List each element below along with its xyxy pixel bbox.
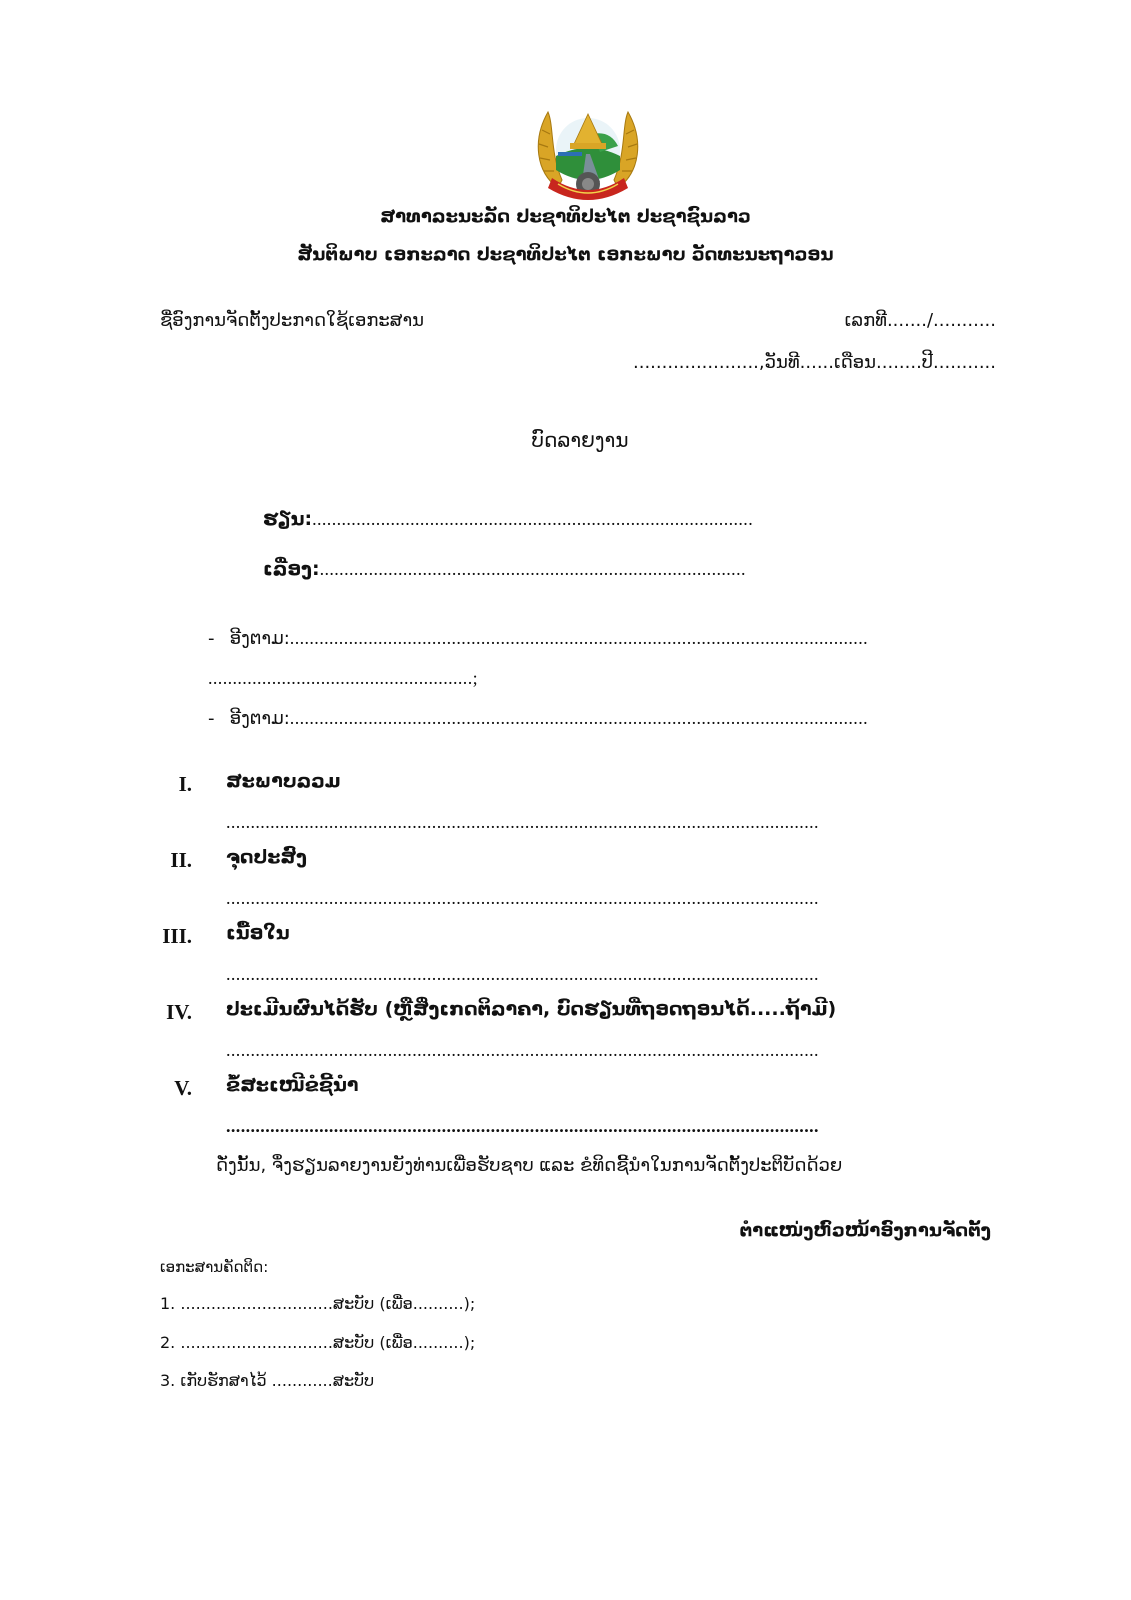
signature-title: ຕຳແໜ່ງຫົວໜ້າອົງການຈັດຕັ້ງ bbox=[739, 1220, 991, 1241]
section-dots: ......................................................................................................................... bbox=[226, 812, 819, 832]
section-number: III. bbox=[162, 924, 192, 948]
national-emblem bbox=[528, 100, 648, 204]
header-line-2: ສັນຕິພາບ ເອກະລາດ ປະຊາທິປະໄຕ ເອກະພາບ ວັດທະນະຖາວອນ bbox=[297, 244, 834, 265]
subject-dots: ....................................................................................... bbox=[319, 559, 746, 579]
header-line-1: ສາທາລະນະລັດ ປະຊາທິປະໄຕ ປະຊາຊົນລາວ bbox=[380, 206, 751, 227]
reference-bullet: - bbox=[208, 628, 215, 649]
to-label: ຮຽນ: bbox=[263, 508, 313, 530]
page-title: ບົດລາຍງານ bbox=[531, 428, 629, 452]
copies-item: 3. ເກັບຮັກສາໄວ້ ............ສະບັບ bbox=[160, 1371, 375, 1390]
addressee-row bbox=[263, 508, 753, 530]
reference-bullet: - bbox=[208, 708, 215, 729]
section-number: IV. bbox=[166, 1000, 192, 1024]
section-dots: ......................................................................................................................... bbox=[226, 1116, 819, 1136]
reference-dots: ...................................................................................................................... bbox=[289, 628, 868, 648]
section-number: I. bbox=[178, 772, 192, 796]
section-dots: ......................................................................................................................... bbox=[226, 964, 819, 984]
subject-label: ເລື່ອງ: bbox=[263, 558, 320, 580]
to-dots: .......................................................................................... bbox=[312, 509, 754, 529]
section-dots: ......................................................................................................................... bbox=[226, 888, 819, 908]
section-title: ສະພາບລວມ bbox=[226, 770, 341, 792]
closing-paragraph: ດັ່ງນັ້ນ, ຈຶ່ງຮຽນລາຍງານຍັງທ່ານເພື່ອຮັບຊາບ ແລະ ຂໍທິດຊີ້ນຳໃນການຈັດຕັ້ງປະຕິບັດດ້ວຍ bbox=[216, 1155, 843, 1176]
section-title: ຂໍ້ສະເໜີຂໍຊີ້ນຳ bbox=[226, 1074, 359, 1096]
document-date: ......................,ວັນທີ......ເດືອນ........ປີ........... bbox=[633, 352, 996, 373]
section-title: ປະເມີນຜົນໄດ້ຮັບ (ຫຼືສິ່ງເກດຕິລາຄາ, ບົດຮຽນທີ່ຖອດຖອນໄດ້.....ຖ້າມີ) bbox=[226, 998, 837, 1020]
reference-dots: ...................................................................................................................... bbox=[289, 708, 868, 728]
section-dots: ......................................................................................................................... bbox=[226, 1040, 819, 1060]
reference-label: ອີງຕາມ: bbox=[229, 628, 290, 649]
section-title: ເນື້ອໃນ bbox=[226, 922, 290, 944]
reference-continuation bbox=[208, 668, 478, 689]
organization-name: ຊື່ອົງການຈັດຕັ້ງປະກາດໃຊ້ເອກະສານ bbox=[160, 310, 425, 331]
reference-dots: ......................................................; bbox=[208, 668, 479, 688]
reference-item bbox=[208, 628, 868, 649]
subject-row bbox=[263, 558, 746, 580]
reference-label: ອີງຕາມ: bbox=[229, 708, 290, 729]
copies-label: ເອກະສານຄັດຕິດ: bbox=[160, 1258, 269, 1276]
section-number: V. bbox=[174, 1076, 192, 1100]
section-number: II. bbox=[170, 848, 192, 872]
copies-item: 2. ..............................ສະບັບ (ເພື່ອ..........); bbox=[160, 1333, 476, 1352]
lao-national-emblem-icon bbox=[528, 100, 648, 204]
copies-item: 1. ..............................ສະບັບ (ເພື່ອ..........); bbox=[160, 1294, 476, 1313]
reference-item bbox=[208, 708, 868, 729]
section-title: ຈຸດປະສົງ bbox=[226, 846, 307, 868]
document-number: ເລກທີ......./........... bbox=[844, 310, 996, 331]
